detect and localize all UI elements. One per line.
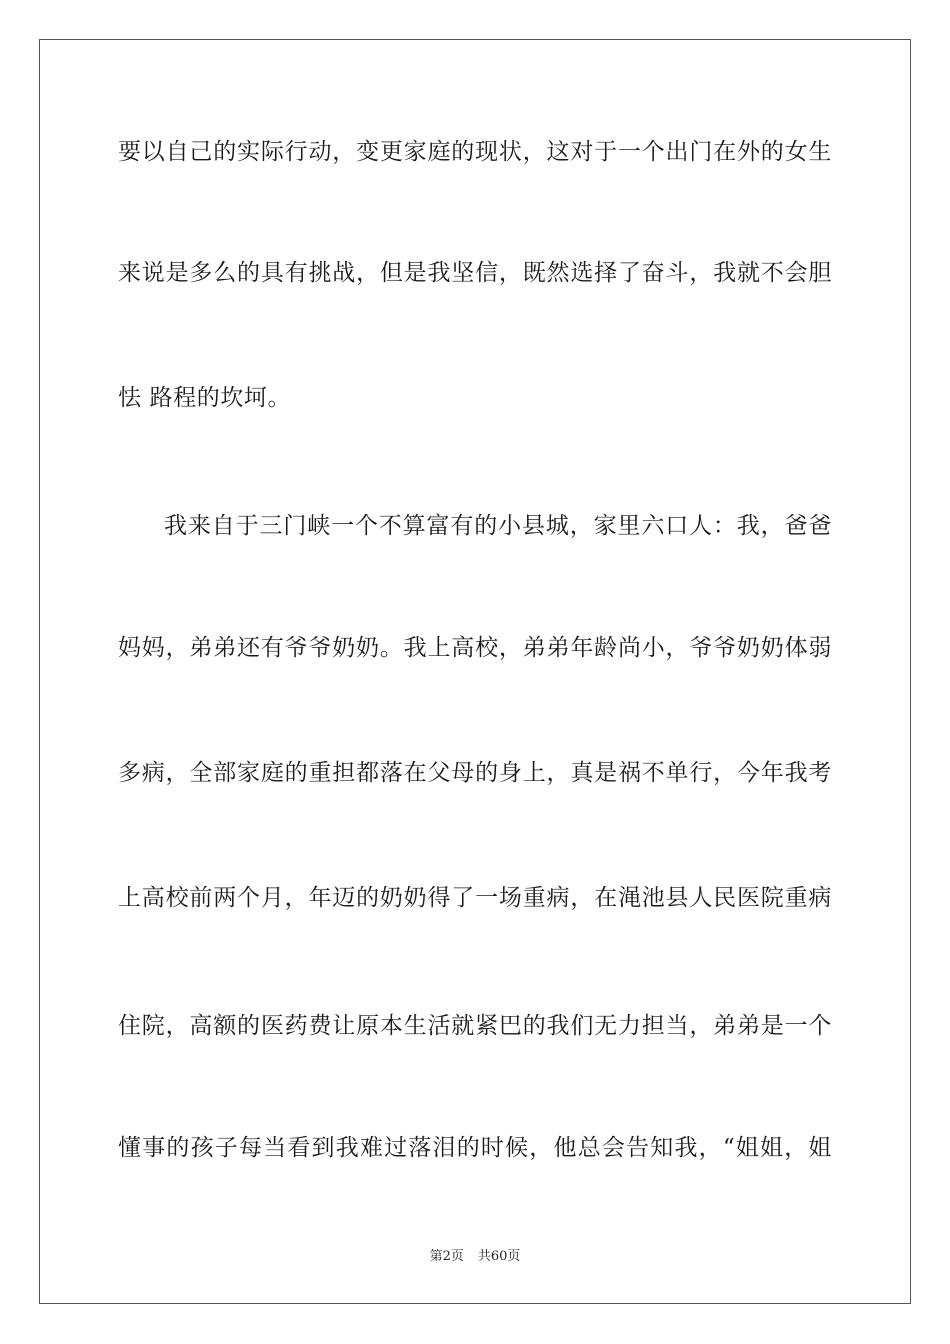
text-line-6: 多病，全部家庭的重担都落在父母的身上，真是祸不单行，今年我考 [118,760,832,786]
text-line-9: 懂事的孩子每当看到我难过落泪的时候，他总会告知我，“姐姐，姐 [118,1135,832,1161]
page-footer [0,1248,950,1266]
text-line-8: 住院，高额的医药费让原本生活就紧巴的我们无力担当，弟弟是一个 [118,1013,832,1039]
page-border [39,39,911,1304]
page-number: 第2页 [429,1249,464,1264]
text-line-1: 要以自己的实际行动，变更家庭的现状，这对于一个出门在外的女生 [118,139,832,165]
text-line-2: 来说是多么的具有挑战，但是我坚信，既然选择了奋斗，我就不会胆 [118,260,832,286]
total-pages: 共60页 [477,1249,521,1264]
text-line-5: 妈妈，弟弟还有爷爷奶奶。我上高校，弟弟年龄尚小，爷爷奶奶体弱 [118,635,832,661]
text-line-3: 怯 路程的坎坷。 [118,385,292,411]
text-line-4-paragraph-start: 我来自于三门峡一个不算富有的小县城，家里六口人：我，爸爸 [164,513,832,539]
text-line-7: 上高校前两个月，年迈的奶奶得了一场重病，在渑池县人民医院重病 [118,885,832,911]
